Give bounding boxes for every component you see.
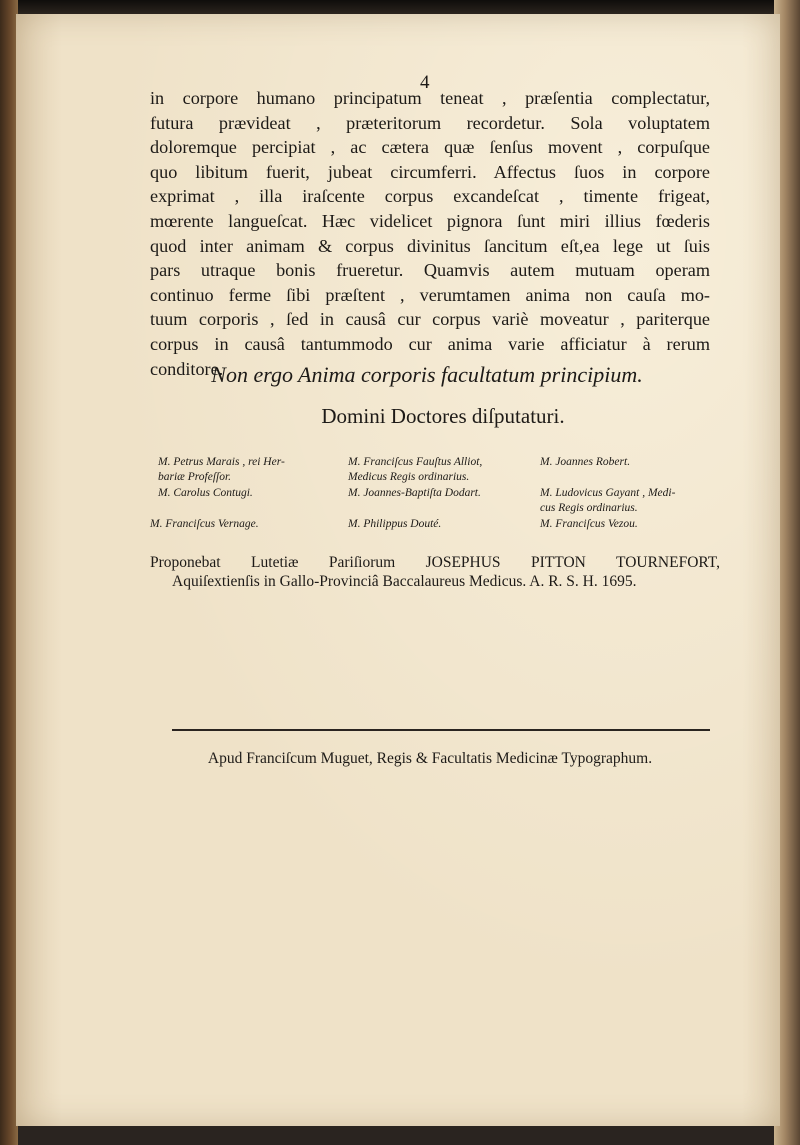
thesis-text: Non ergo Anima corporis facultatum principium.: [211, 362, 643, 387]
doctor-name: M. Franciſcus Vezou.: [540, 518, 638, 530]
proposer-statement: [150, 553, 720, 591]
body-line: conditore.: [150, 358, 224, 379]
proposer-line: Proponebat Lutetiæ Pariſiorum JOSEPHUS PITTON TOURNEFORT,: [150, 554, 720, 571]
doctor-name: M. Franciſcus Vernage.: [150, 518, 259, 530]
doctor-name: M. Carolus Contugi.: [158, 487, 253, 499]
body-line: in corpore humano principatum teneat , præſentia complectatur,: [150, 88, 710, 108]
body-line: continuo ferme ſibi præſtent , verumtamen anima non cauſa mo-: [150, 284, 710, 305]
body-line: doloremque percipiat , ac cætera quæ ſenſus movent , corpuſque: [150, 137, 710, 158]
doctor-name: M. Joannes Robert.: [540, 456, 631, 468]
body-line: quod inter animam & corpus divinitus ſancitum eſt,ea lege ut ſuis: [150, 235, 710, 256]
body-line: mœrente langueſcat. Hæc videlicet pignora ſunt miri illius fœderis: [150, 210, 710, 231]
body-line: exprimat , illa iraſcente corpus excandeſcat , timente frigeat,: [150, 186, 710, 207]
printer-text: Apud Franciſcum Muguet, Regis & Facultatis Medicinæ Typographum.: [207, 750, 653, 767]
page-number: 4: [420, 72, 430, 93]
body-line: futura prævideat , præteritorum recordetur. Sola voluptatem: [150, 112, 710, 133]
doctor-name: M. Philippus Douté.: [348, 518, 442, 530]
doctor-name: M. Franciſcus Fauſtus Alliot, Medicus Regis ordinarius.: [348, 456, 483, 483]
body-line: tuum corporis , ſed in causâ cur corpus variè moveatur , pariterque: [150, 309, 710, 330]
thesis-statement: [0, 362, 800, 388]
proposer-line: Aquiſextienſis in Gallo-Provinciâ Baccalaureus Medicus. A. R. S. H. 1695.: [172, 573, 637, 590]
doctor-name: M. Ludovicus Gayant , Medi- cus Regis ordinarius.: [540, 487, 676, 514]
horizontal-rule: [172, 729, 710, 731]
body-line: quo libitum fuerit, jubeat circumferri. Affectus ſuos in corpore: [150, 161, 710, 182]
doctor-name: M. Petrus Marais , rei Her- bariæ Profeſſor.: [158, 456, 285, 483]
body-line: pars utraque bonis frueretur. Quamvis autem mutuam operam: [150, 260, 710, 281]
printer-imprint: [0, 750, 800, 768]
doctors-heading: [0, 404, 800, 429]
doctors-heading-text: Domini Doctores diſputaturi.: [321, 404, 565, 428]
body-paragraph: [150, 86, 710, 381]
body-line: corpus in causâ tantummodo cur anima varie afficiatur à rerum: [150, 333, 710, 354]
doctor-name: M. Joannes-Baptiſta Dodart.: [348, 487, 481, 499]
